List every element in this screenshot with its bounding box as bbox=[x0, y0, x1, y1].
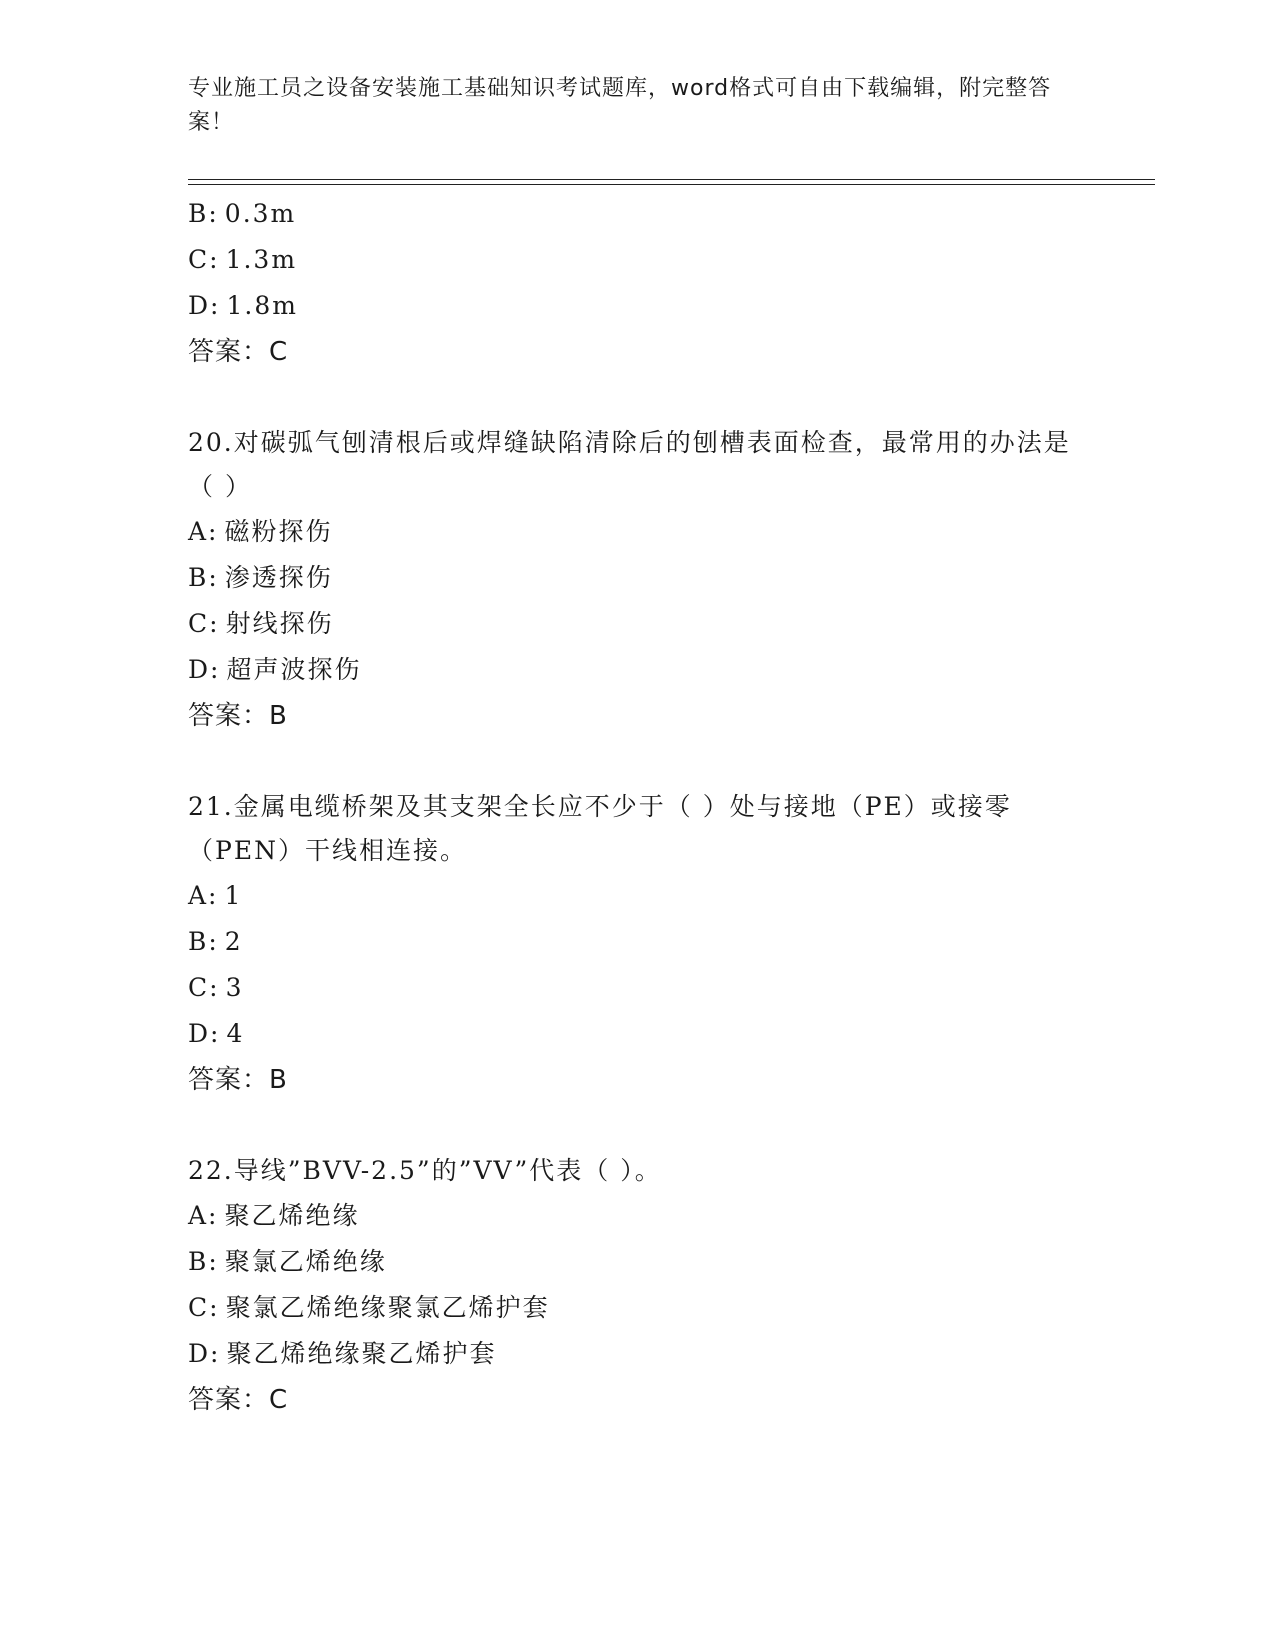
answer-line: 答案：B bbox=[188, 701, 288, 731]
option-d bbox=[188, 283, 1088, 329]
answer-line: 答案：B bbox=[188, 1065, 288, 1095]
option-d bbox=[188, 647, 1088, 693]
spacer bbox=[188, 1103, 1088, 1149]
option-d bbox=[188, 1331, 1088, 1377]
question-stem: 20.对碳弧气刨清根后或焊缝缺陷清除后的刨槽表面检查，最常用的办法是（ ） bbox=[188, 428, 1071, 501]
option-text: 聚乙烯绝缘聚乙烯护套 bbox=[226, 1339, 497, 1368]
option-label: B: bbox=[188, 563, 219, 592]
question-21 bbox=[188, 785, 1088, 1103]
option-label: D: bbox=[188, 1019, 221, 1048]
spacer bbox=[188, 739, 1088, 785]
option-a bbox=[188, 509, 1088, 555]
option-a bbox=[188, 1193, 1088, 1239]
answer-line: 答案：C bbox=[188, 1385, 289, 1415]
question-stem: 22.导线”BVV-2.5”的”VV”代表（ ）。 bbox=[188, 1156, 662, 1185]
option-text: 1.8m bbox=[226, 291, 298, 320]
option-label: A: bbox=[188, 1201, 219, 1230]
option-label: A: bbox=[188, 517, 219, 546]
option-text: 聚乙烯绝缘 bbox=[224, 1201, 360, 1230]
option-text: 2 bbox=[224, 927, 243, 956]
spacer bbox=[188, 375, 1088, 421]
option-c bbox=[188, 237, 1088, 283]
continued-question bbox=[188, 191, 1088, 375]
option-text: 渗透探伤 bbox=[224, 563, 333, 592]
option-c bbox=[188, 1285, 1088, 1331]
question-20 bbox=[188, 421, 1088, 739]
option-label: D: bbox=[188, 1339, 221, 1368]
option-text: 聚氯乙烯绝缘 bbox=[224, 1247, 387, 1276]
page-header: 专业施工员之设备安装施工基础知识考试题库，word格式可自由下载编辑，附完整答案！ bbox=[188, 76, 1052, 135]
option-a bbox=[188, 873, 1088, 919]
option-text: 0.3m bbox=[224, 199, 297, 228]
option-c bbox=[188, 601, 1088, 647]
question-22 bbox=[188, 1149, 1088, 1423]
option-label: C: bbox=[188, 1293, 220, 1322]
option-text: 3 bbox=[225, 973, 244, 1002]
option-text: 聚氯乙烯绝缘聚氯乙烯护套 bbox=[225, 1293, 550, 1322]
option-d bbox=[188, 1011, 1088, 1057]
option-label: B: bbox=[188, 927, 219, 956]
option-label: A: bbox=[188, 881, 219, 910]
option-label: B: bbox=[188, 199, 219, 228]
option-text: 4 bbox=[226, 1019, 245, 1048]
header-divider-top bbox=[188, 179, 1155, 180]
option-label: D: bbox=[188, 655, 221, 684]
option-text: 射线探伤 bbox=[225, 609, 334, 638]
question-list bbox=[188, 191, 1088, 1423]
option-c bbox=[188, 965, 1088, 1011]
option-text: 1 bbox=[224, 881, 243, 910]
option-label: C: bbox=[188, 609, 220, 638]
header-divider-bottom bbox=[188, 184, 1155, 185]
question-stem: 21.金属电缆桥架及其支架全长应不少于（ ）处与接地（PE）或接零（PEN）干线相连接。 bbox=[188, 792, 1012, 865]
option-text: 超声波探伤 bbox=[226, 655, 362, 684]
option-b bbox=[188, 1239, 1088, 1285]
option-b bbox=[188, 555, 1088, 601]
answer-line: 答案：C bbox=[188, 337, 289, 367]
option-label: C: bbox=[188, 973, 220, 1002]
option-b bbox=[188, 191, 1088, 237]
option-label: B: bbox=[188, 1247, 219, 1276]
option-text: 1.3m bbox=[225, 245, 298, 274]
option-label: D: bbox=[188, 291, 221, 320]
option-b bbox=[188, 919, 1088, 965]
option-text: 磁粉探伤 bbox=[224, 517, 333, 546]
option-label: C: bbox=[188, 245, 220, 274]
